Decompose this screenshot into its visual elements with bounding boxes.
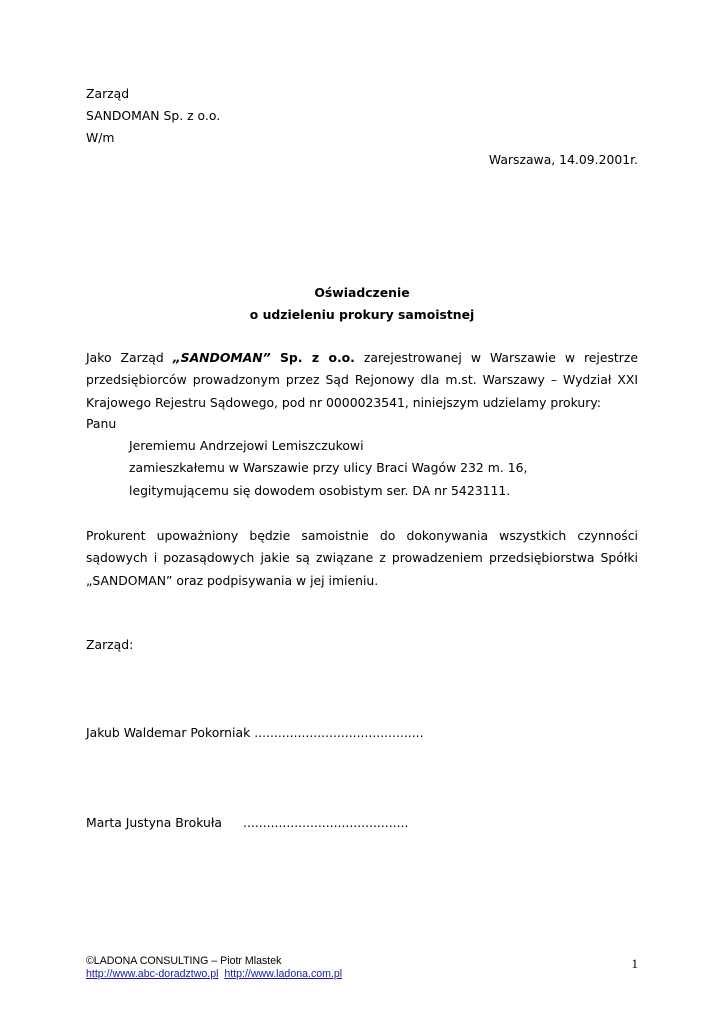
signature-line-1	[86, 725, 424, 741]
recipient-line-2: SANDOMAN Sp. z o.o.	[86, 108, 221, 123]
footer-link-ladona[interactable]: http://www.ladona.com.pl	[224, 968, 343, 980]
signatory-name: Jakub Waldemar Pokorniak	[86, 725, 251, 740]
intro-text: zarejestrowanej w Warszawie w rejestrze przedsiębiorców prowadzonym przez Sąd Rejonowy dla m.st. Warszawy – Wydział XXI Krajowego Rejestru Sądowego, pod nr 0000023541, niniejszym udzielamy prokury:	[86, 350, 639, 410]
document-title: Oświadczenie	[314, 285, 410, 300]
recipient-line-3: W/m	[86, 130, 115, 145]
document-subtitle: o udzieleniu prokury samoistnej	[249, 307, 475, 322]
page-number: 1	[631, 956, 638, 971]
intro-prefix: Jako Zarząd	[86, 350, 173, 365]
signatory-name: Marta Justyna Brokuła	[86, 815, 222, 830]
scope-paragraph: Prokurent upoważniony będzie samoistnie do dokonywania wszystkich czynności sądowych i pozasądowych jakie są związane z prowadzeniem przedsiębiorstwa Spółki „SANDOMAN” oraz podpisywania w jej imieniu.	[86, 528, 638, 588]
recipient-line-1: Zarząd	[86, 86, 130, 101]
company-form: Sp. z o.o.	[270, 350, 355, 365]
footer-links	[86, 968, 342, 981]
salutation: Panu	[86, 416, 117, 431]
grantee-id: legitymującemu się dowodem osobistym ser. DA nr 5423111.	[129, 483, 511, 498]
grantee-address: zamieszkałemu w Warszawie przy ulicy Braci Wagów 232 m. 16,	[129, 460, 528, 475]
footer-link-abc[interactable]: http://www.abc-doradztwo.pl	[86, 968, 219, 980]
intro-paragraph	[86, 347, 638, 414]
board-label: Zarząd:	[86, 637, 134, 652]
footer-copyright: ©LADONA CONSULTING – Piotr Mlastek	[86, 955, 282, 967]
signature-dots: ..........................................	[243, 815, 409, 830]
grantee-name: Jeremiemu Andrzejowi Lemiszczukowi	[129, 438, 364, 453]
company-name: „SANDOMAN”	[172, 350, 271, 365]
place-date: Warszawa, 14.09.2001r.	[488, 152, 638, 167]
signature-dots: ...........................................	[254, 725, 424, 740]
